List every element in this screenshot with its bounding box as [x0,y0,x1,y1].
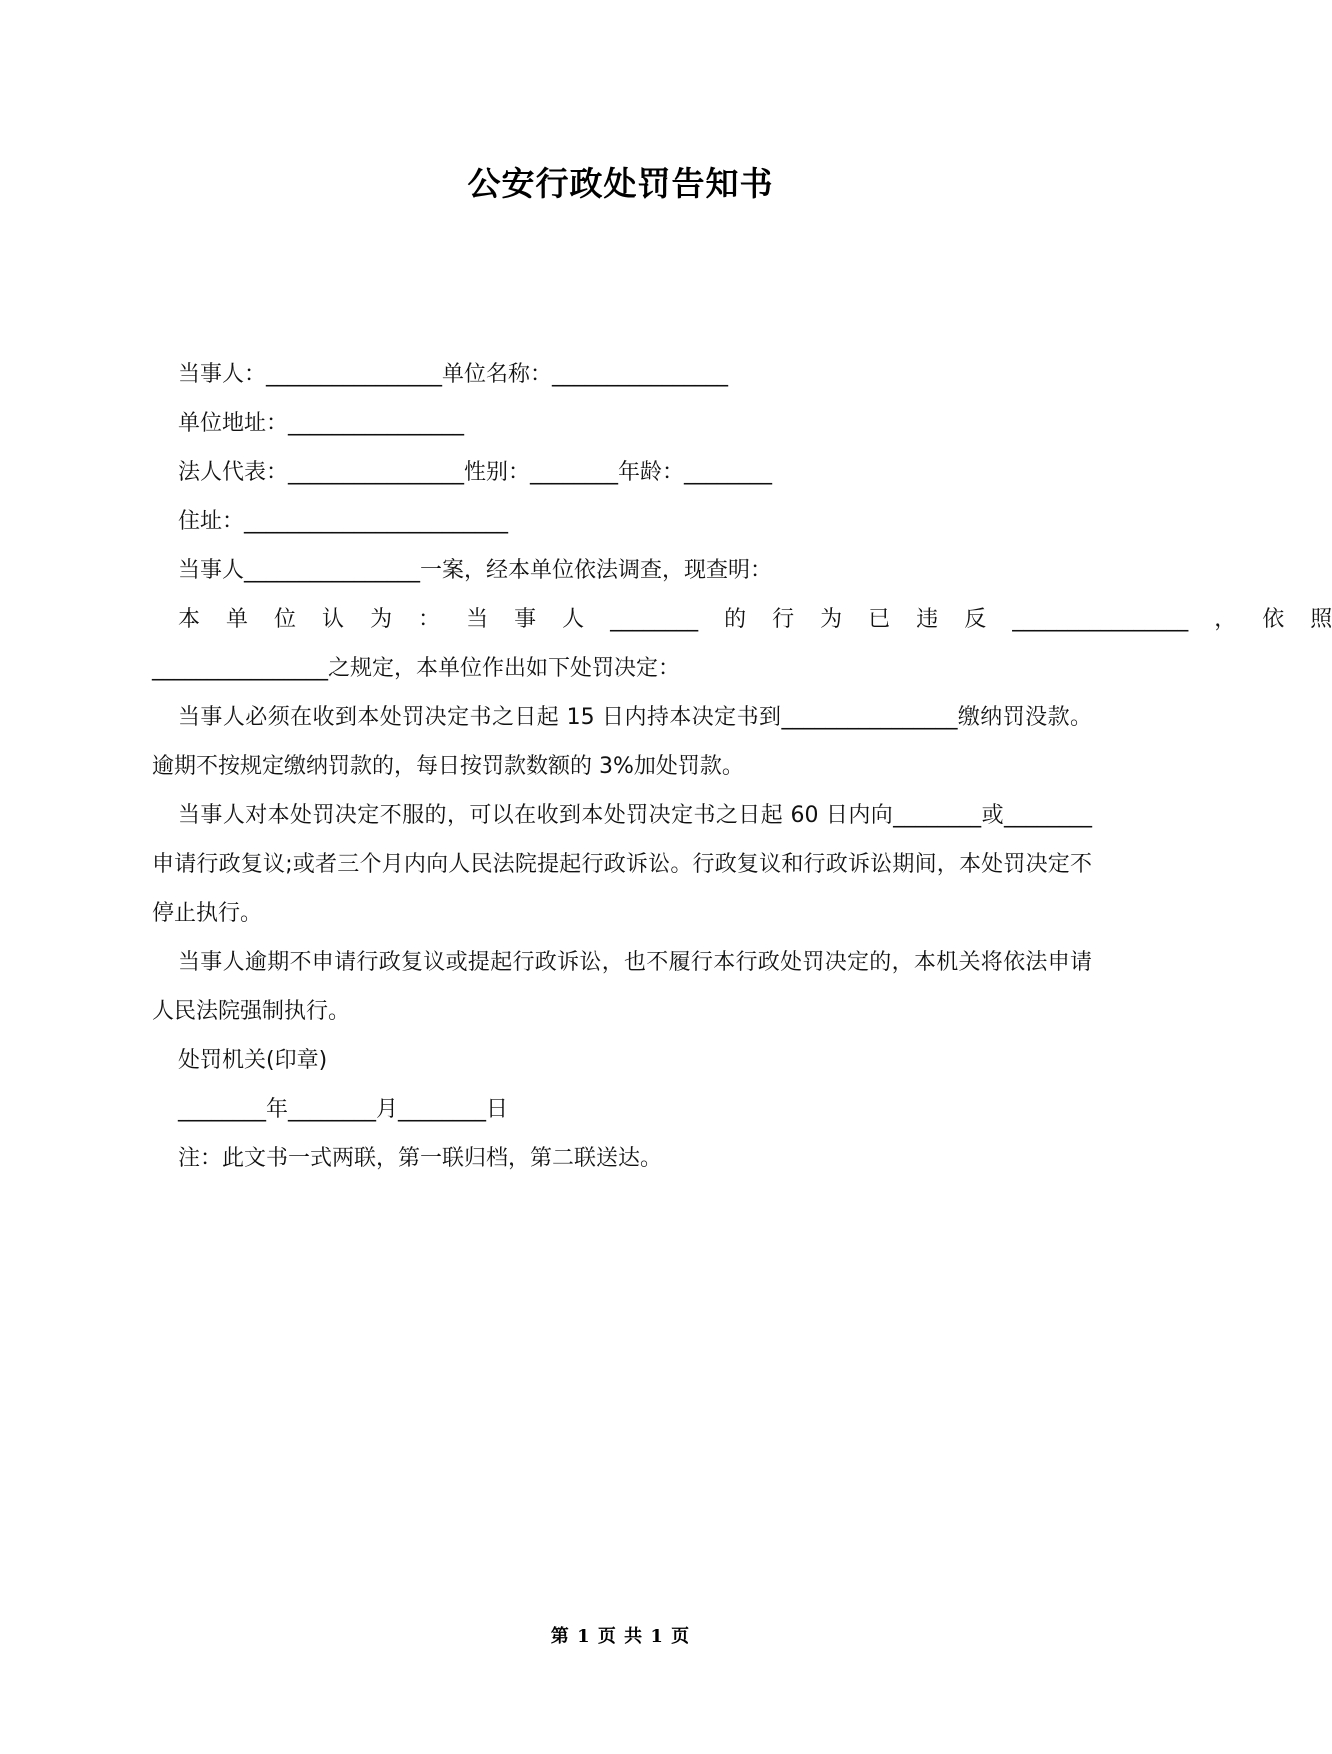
legal-rep-line: 法人代表：________________性别：________年龄：________ [178,460,773,485]
appeal-paragraph: 当事人对本处罚决定不服的，可以在收到本处罚决定书之日起 60 日内向________或________申请行政复议;或者三个月内向人民法院提起行政诉讼。行政复议和行政诉讼期间，本处罚决定不停止执行。 [152,803,1092,926]
authority-seal-line: 处罚机关(印章) [178,1048,328,1073]
finding-token: 单 [226,607,249,632]
payment-paragraph: 当事人必须在收到本处罚决定书之日起 15 日内持本决定书到________________缴纳罚没款。逾期不按规定缴纳罚款的，每日按罚款数额的 3%加处罚款。 [152,705,1092,779]
note-line: 注：此文书一式两联，第一联归档，第二联送达。 [178,1146,663,1171]
case-intro-line: 当事人________________一案，经本单位依法调查，现查明： [178,558,773,583]
finding-token: 事 [514,607,537,632]
document-body [152,350,1332,1183]
party-unit-line: 当事人：________________单位名称：________________ [178,362,729,387]
residence-line: 住址：________________________ [178,509,509,534]
finding-token: 认 [322,607,345,632]
finding-token: 本 [178,607,201,632]
finding-token: 行 [772,607,795,632]
finding-token: 反 [964,607,987,632]
finding-token: 违 [916,607,939,632]
enforcement-paragraph: 当事人逾期不申请行政复议或提起行政诉讼，也不履行本行政处罚决定的，本机关将依法申请人民法院强制执行。 [152,950,1092,1024]
finding-token: ： [418,607,441,632]
finding-token: 依 [1262,607,1285,632]
page-footer: 第 1 页 共 1 页 [550,1626,691,1647]
finding-token: 已 [868,607,891,632]
finding-line-1 [152,595,1332,644]
document-title: 公安行政处罚告知书 [467,164,774,203]
finding-line-2: ________________之规定，本单位作出如下处罚决定： [152,656,681,681]
finding-token: 照 [1310,607,1332,632]
finding-token: 人 [562,607,585,632]
finding-blank: ________________ [1012,607,1189,632]
finding-token: 当 [466,607,489,632]
finding-token: 的 [724,607,747,632]
date-line: ________年________月________日 [178,1097,509,1122]
unit-address-line: 单位地址：________________ [178,411,465,436]
finding-blank: ________ [610,607,699,632]
finding-token: 为 [820,607,843,632]
finding-token: 位 [274,607,297,632]
finding-token: ， [1214,607,1237,632]
finding-token: 为 [370,607,393,632]
